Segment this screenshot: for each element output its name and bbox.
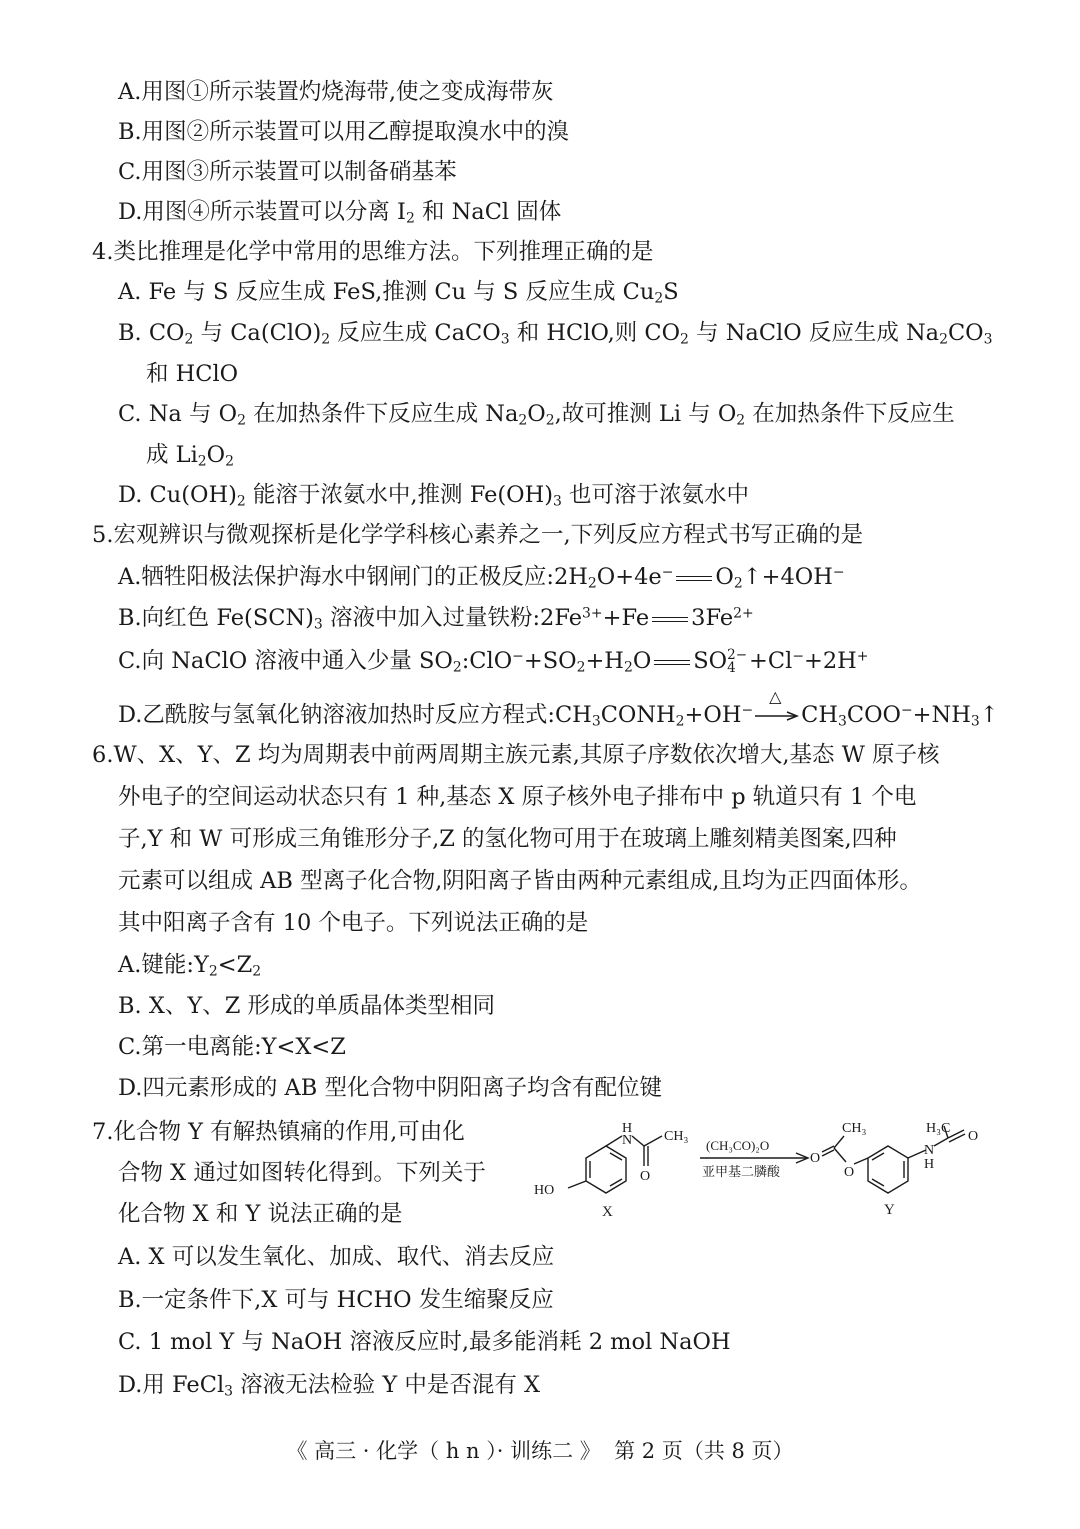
compound-y-label: Y [884, 1202, 895, 1218]
x-methyl: CH₃ [664, 1129, 689, 1144]
q6-stem-line-2: 外电子的空间运动状态只有 1 种,基态 X 原子核外电子排布中 p 轨道只有 1 个电 [118, 784, 917, 810]
q4-option-b: B. $CO_2$ 与 $Ca(ClO)_2$ 反应生成 CaCO$_3$ 和 HClO,则 $CO_2$ 与 NaClO 反应生成 $Na_2CO_3$ [118, 320, 993, 348]
q6-stem-line-5: 其中阳离子含有 10 个电子。下列说法正确的是 [118, 910, 589, 936]
reaction-arrow-icon [700, 1153, 808, 1163]
equals-sign-icon [676, 576, 712, 581]
q5-option-d: D.乙酰胺与氢氧化钠溶液加热时反应方程式$:CH_3CONH_2+OH^-$ △ $CH_3COO^-+NH_3↑$ [118, 687, 999, 730]
q4-option-a: A. Fe 与 S 反应生成 FeS,推测 Cu 与 S 反应生成 $Cu_2S$ [118, 279, 679, 307]
reaction-scheme [524, 1118, 994, 1218]
x-nh-hydrogen: H [622, 1121, 633, 1136]
equals-sign-icon [654, 660, 690, 665]
x-carbonyl-oxygen: O [640, 1169, 651, 1184]
q6-stem-line-3: 子,Y 和 W 可形成三角锥形分子,Z 的氢化物可用于在玻璃上雕刻精美图案,四种 [118, 826, 897, 852]
q7-stem-line-3: 化合物 X 和 Y 说法正确的是 [118, 1201, 403, 1227]
y-carbonyl-oxygen: O [810, 1151, 821, 1166]
q6-option-d: D.四元素形成的 AB 型化合物中阴阳离子均含有配位键 [118, 1075, 662, 1101]
q4-option-b-cont: 和 HClO [146, 361, 239, 387]
reagent-catalyst: 亚甲基二膦酸 [702, 1164, 781, 1179]
y-nh-hydrogen: H [924, 1157, 935, 1172]
q4-option-c-cont: 成 $Li_2O_2$ [146, 442, 234, 470]
q4-option-c: C. Na 与 $O_2$ 在加热条件下反应生成 $Na_2O_2$,故可推测 Li 与 $O_2$ 在加热条件下反应生 [118, 401, 955, 429]
q3-option-c: C.用图③所示装置可以制备硝基苯 [118, 159, 457, 185]
q3-option-a: A.用图①所示装置灼烧海带,使之变成海带灰 [118, 79, 554, 105]
y-amide-oxygen: O [968, 1129, 979, 1144]
q3-option-b: B.用图②所示装置可以用乙醇提取溴水中的溴 [118, 119, 570, 145]
reagent-anhydride: (CH₃CO)₂O [706, 1138, 770, 1153]
q6-option-b: B. X、Y、Z 形成的单质晶体类型相同 [118, 993, 495, 1019]
heat-arrow-icon: △ [755, 706, 799, 726]
x-hydroxyl: HO [534, 1183, 555, 1198]
q4-option-d: D. $Cu(OH)_2$ 能溶于浓氨水中,推测 $Fe(OH)_3$ 也可溶于浓氨水中 [118, 482, 750, 510]
compound-y-structure [822, 1126, 965, 1193]
q6-option-a: A.键能$:Y_2<Z_2$ [118, 952, 262, 980]
q7-option-a: A. X 可以发生氧化、加成、取代、消去反应 [118, 1244, 555, 1270]
q4-stem: 4.类比推理是化学中常用的思维方法。下列推理正确的是 [92, 239, 654, 265]
q7-option-c: C. 1 mol Y 与 NaOH 溶液反应时,最多能消耗 2 mol NaOH [118, 1329, 731, 1355]
page-footer: 《 高三 · 化学（ h n ）· 训练二 》 第 2 页（共 8 页） [286, 1439, 794, 1463]
q5-option-a: A.牺牲阳极法保护海水中钢闸门的正极反应$:2H_2O+4e^-$ $O_2↑+4OH^-$ [118, 564, 845, 592]
q6-stem-line-4: 元素可以组成 AB 型离子化合物,阴阳离子皆由两种元素组成,且均为正四面体形。 [118, 868, 922, 894]
q6-option-c: C.第一电离能:Y<X<Z [118, 1034, 346, 1060]
y-ester-oxygen: O [844, 1165, 855, 1180]
q5-stem: 5.宏观辨识与微观探析是化学学科核心素养之一,下列反应方程式书写正确的是 [92, 522, 864, 548]
q7-stem-line-1: 7.化合物 Y 有解热镇痛的作用,可由化 [92, 1119, 465, 1145]
y-nitrogen: N [924, 1143, 935, 1158]
compound-x-label: X [602, 1204, 613, 1218]
q7-stem-line-2: 合物 X 通过如图转化得到。下列关于 [118, 1160, 486, 1186]
q7-option-d: D.用 FeCl$_3$ 溶液无法检验 Y 中是否混有 X [118, 1372, 541, 1400]
q7-option-b: B.一定条件下,X 可与 HCHO 发生缩聚反应 [118, 1287, 554, 1313]
x-nh-nitrogen: N [622, 1133, 633, 1148]
equals-sign-icon [652, 617, 688, 622]
q6-stem-line-1: 6.W、X、Y、Z 均为周期表中前两周期主族元素,其原子序数依次增大,基态 W 原子核 [92, 742, 940, 768]
y-acetyl-methyl: CH₃ [842, 1121, 867, 1136]
y-amide-methyl: H₃C [926, 1121, 951, 1136]
q5-option-c: C.向 NaClO 溶液中通入少量 $SO_2:ClO^-+SO_2+H_2O$ SO 2− 4 +Cl−+2H+ [118, 646, 869, 676]
q5-option-b: B.向红色 $Fe(SCN)_3$ 溶液中加入过量铁粉$:2Fe^{3+}+Fe$ $3Fe^{2+}$ [118, 605, 754, 633]
compound-x-structure [568, 1136, 662, 1193]
q3-option-d: D.用图④所示装置可以分离 $I_2$ 和 NaCl 固体 [118, 199, 562, 227]
